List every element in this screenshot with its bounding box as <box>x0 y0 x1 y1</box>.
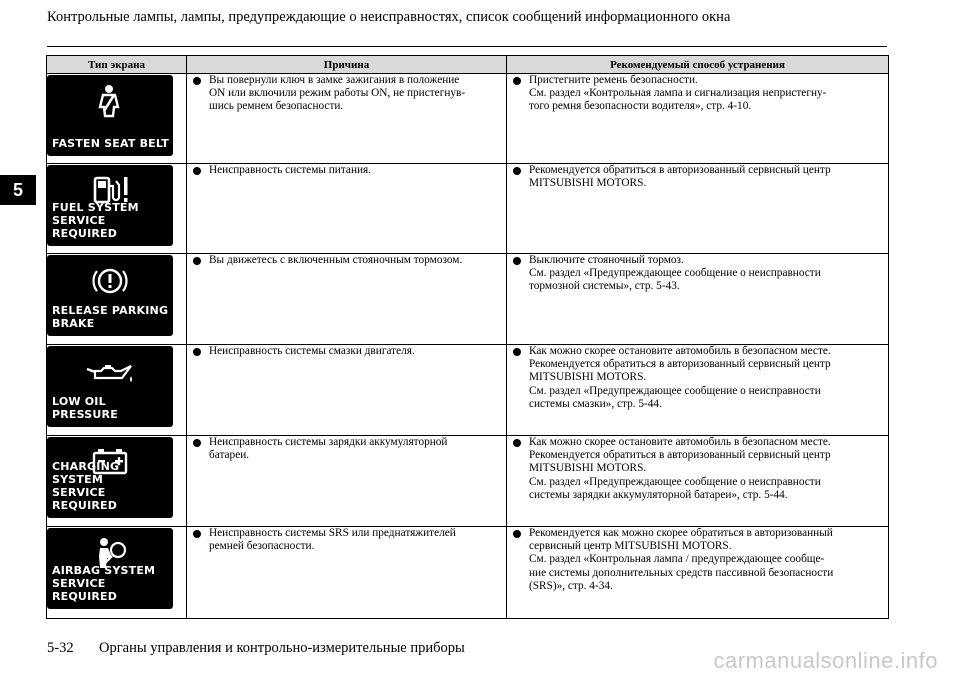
remedy-text: Пристегните ремень безопасности. См. раздел «Контрольная лампа и сигнализация непристегну- того ремня безопасности водителя», стр. 4-10. <box>529 74 827 113</box>
display-screen-parking-brake <box>47 255 173 336</box>
table-row <box>47 345 889 436</box>
chapter-tab: 5 <box>0 175 36 205</box>
remedy-text: Выключите стояночный тормоз. См. раздел «Предупреждающее сообщение о неисправности тормозной системы», стр. 5-43. <box>529 254 821 293</box>
screen-message-text: CHARGING SYSTEM SERVICE REQUIRED <box>52 460 120 512</box>
footer-section-title: Органы управления и контрольно-измерительные приборы <box>99 640 465 656</box>
bullet-icon <box>193 439 201 447</box>
table-row <box>47 436 889 527</box>
display-screen-fuel-system <box>47 165 173 246</box>
display-screen-low-oil-pressure <box>47 346 173 427</box>
remedy-text: Рекомендуется как можно скорее обратиться в авторизованный сервисный центр MITSUBISHI MOTORS. См. раздел «Контрольная лампа / предупреждающее сообще- ние системы дополнительных средств пассивной безопасности (SRS)», стр. 4-34. <box>529 527 834 592</box>
bullet-icon <box>513 257 521 265</box>
bullet-icon <box>193 167 201 175</box>
cause-text: Неисправность системы SRS или преднатяжителей ремней безопасности. <box>209 527 456 553</box>
page-header-title: Контрольные лампы, лампы, предупреждающие о неисправностях, список сообщений информационного окна <box>47 9 731 25</box>
parking-brake-icon <box>92 264 128 298</box>
bullet-icon <box>193 77 201 85</box>
seatbelt-icon <box>95 84 123 118</box>
column-header-remedy: Рекомендуемый способ устранения <box>507 56 889 74</box>
screen-message-text: FASTEN SEAT BELT <box>52 137 169 150</box>
message-table <box>46 55 889 619</box>
cause-text: Вы повернули ключ в замке зажигания в положение ON или включили режим работы ON, не пристегнув- шись ремнем безопасности. <box>209 74 466 113</box>
display-screen-airbag-system <box>47 528 173 609</box>
bullet-icon <box>513 439 521 447</box>
screen-message-text: LOW OIL PRESSURE <box>52 395 118 421</box>
table-row <box>47 74 889 164</box>
page-number: 5-32 <box>47 640 74 656</box>
table-row <box>47 527 889 619</box>
bullet-icon <box>193 530 201 538</box>
remedy-text: Как можно скорее остановите автомобиль в безопасном месте. Рекомендуется обратиться в авторизованный сервисный центр MITSUBISHI MOTORS. См. раздел «Предупреждающее сообщение о неисправности системы смазки», стр. 5-44. <box>529 345 831 410</box>
screen-message-text: AIRBAG SYSTEM SERVICE REQUIRED <box>52 564 156 603</box>
cause-text: Неисправность системы смазки двигателя. <box>209 345 415 357</box>
bullet-icon <box>513 77 521 85</box>
display-screen-fasten-seat-belt <box>47 75 173 156</box>
page-footer <box>47 640 465 657</box>
display-screen-charging-system <box>47 437 173 518</box>
cause-text: Вы движетесь с включенным стояночным тормозом. <box>209 254 463 266</box>
table-row <box>47 164 889 254</box>
column-header-cause: Причина <box>187 56 507 74</box>
screen-message-text: RELEASE PARKING BRAKE <box>52 304 169 330</box>
table-row <box>47 254 889 345</box>
remedy-text: Рекомендуется обратиться в авторизованный сервисный центр MITSUBISHI MOTORS. <box>529 164 831 190</box>
oil-can-icon <box>85 362 137 386</box>
cause-text: Неисправность системы питания. <box>209 164 372 176</box>
cause-text: Неисправность системы зарядки аккумуляторной батареи. <box>209 436 448 462</box>
header-divider <box>47 46 887 47</box>
bullet-icon <box>193 348 201 356</box>
bullet-icon <box>513 167 521 175</box>
bullet-icon <box>513 530 521 538</box>
bullet-icon <box>193 257 201 265</box>
bullet-icon <box>513 348 521 356</box>
remedy-text: Как можно скорее остановите автомобиль в безопасном месте. Рекомендуется обратиться в авторизованный сервисный центр MITSUBISHI MOTORS. См. раздел «Предупреждающее сообщение о неисправности системы зарядки аккумуляторной батареи», стр. 5-44. <box>529 436 831 501</box>
watermark: carmanualsonline.info <box>713 648 938 673</box>
screen-message-text: FUEL SYSTEM SERVICE REQUIRED <box>52 201 139 240</box>
column-header-screen-type: Тип экрана <box>47 56 187 74</box>
